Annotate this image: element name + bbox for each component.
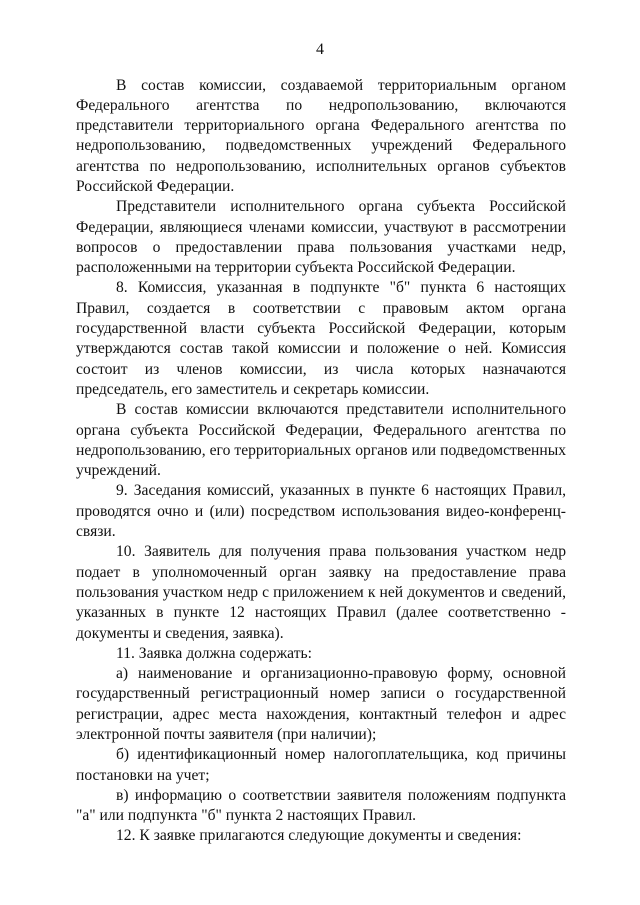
paragraph-item-11-a: а) наименование и организационно-правовую форму, основной государственный регистрационный номер записи о государственной регистрации, адрес места нахождения, контактный телефон и адрес электронной почты заявителя (при наличии); xyxy=(76,665,566,743)
paragraph-item-10: 10. Заявитель для получения права пользования участком недр подает в уполномоченный орган заявку на предоставление права пользования участком недр с приложением к ней документов и сведений, указанных в пункте 12 настоящих Правил (далее соответственно - документы и сведения, заявка). xyxy=(76,543,566,642)
paragraph-item-11: 11. Заявка должна содержать: xyxy=(116,644,312,662)
paragraph-item-8: 8. Комиссия, указанная в подпункте "б" пункта 6 настоящих Правил, создается в соответствии с правовым актом органа государственной власти субъекта Российской Федерации, которым утверждаются состав такой комиссии и положение о ней. Комиссия состоит из членов комиссии, из числа которых назначаются председатель, его заместитель и секретарь комиссии. xyxy=(76,279,566,398)
paragraph-commission-members: В состав комиссии включаются представители исполнительного органа субъекта Российской Федерации, Федерального агентства по недропользованию, его территориальных органов или подведомственных учреждений. xyxy=(76,401,566,480)
page-number: 4 xyxy=(316,41,324,58)
paragraph-item-9: 9. Заседания комиссий, указанных в пункте 6 настоящих Правил, проводятся очно и (или) посредством использования видео-конференц-связи. xyxy=(76,482,566,541)
paragraph-item-11-c: в) информацию о соответствии заявителя положениям подпункта "а" или подпункта "б" пункта 2 настоящих Правил. xyxy=(76,786,566,825)
document-body xyxy=(76,76,566,847)
paragraph-item-12: 12. К заявке прилагаются следующие документы и сведения: xyxy=(116,827,522,845)
paragraph-item-11-b: б) идентификационный номер налогоплательщика, код причины постановки на учет; xyxy=(76,746,566,784)
paragraph-commission-composition: В состав комиссии, создаваемой территориальным органом Федерального агентства по недропользованию, включаются представители территориального органа Федерального агентства по недропользованию, подведомственных учреждений Федерального агентства по недропользованию, исполнительных органов субъектов Российской Федерации. xyxy=(76,76,566,195)
paragraph-regional-representatives: Представители исполнительного органа субъекта Российской Федерации, являющиеся членами комиссии, участвуют в рассмотрении вопросов о предоставлении права пользования участками недр, расположенными на территории субъекта Российской Федерации. xyxy=(76,198,566,277)
